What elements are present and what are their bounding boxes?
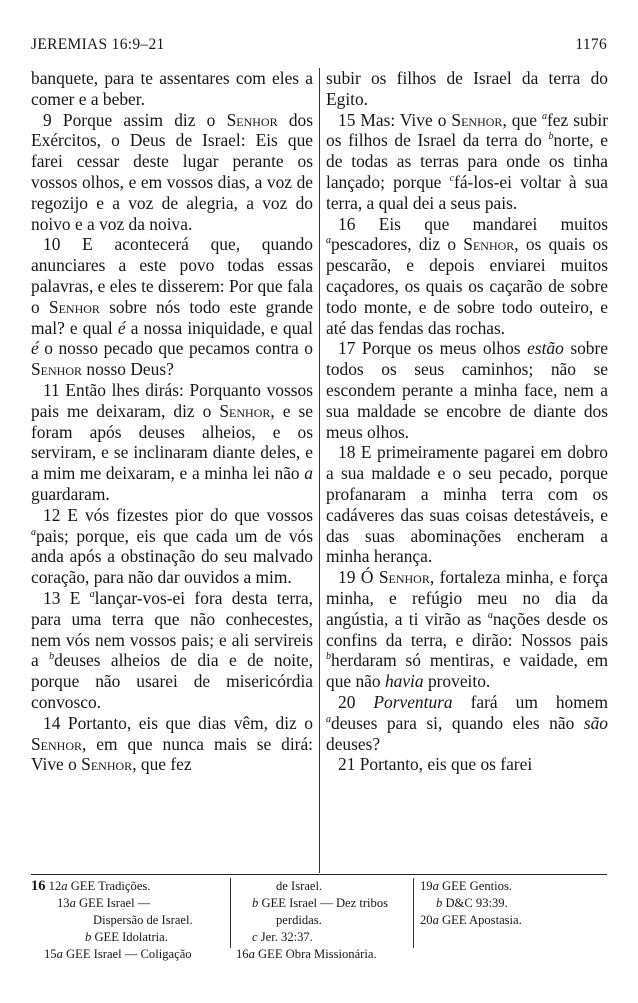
- verse-18: 18 E primeiramente pagarei em dobro a sua maldade e o seu pecado, porque profanaram a minha terra com os cadáveres das suas coisas detestáveis, e das suas abominações encheram a minha herança.: [326, 442, 608, 567]
- footnote-entry: Dispersão de Israel.: [93, 913, 193, 927]
- verse-16: 16 Eis que mandarei muitos $^a$pescadores, diz o Senhor, os quais os pescarão, e depois enviarei muitos caçadores, os quais os caçarão de sobre todo monte, e de sobre todo outeiro, e até das fendas das rochas.: [326, 213, 608, 338]
- footnote-divider: [413, 878, 414, 948]
- verse-21: 21 Portanto, eis que os farei: [338, 754, 533, 775]
- footnote-marker: a: [326, 235, 331, 247]
- footnote-marker: a: [89, 589, 95, 601]
- footnote-marker: a: [326, 713, 331, 725]
- footnote-marker: a: [31, 526, 36, 538]
- footnote-entry: perdidas.: [276, 913, 322, 927]
- footnote-divider: [230, 878, 231, 948]
- footnote-entry: 19a GEE Gentios.: [420, 879, 513, 893]
- footnote-entry: 16 12a GEE Tradições.: [31, 878, 151, 894]
- footnote-entry: b D&C 93:39.: [436, 896, 508, 910]
- continued-text: subir os filhos de Israel da terra do Egito.: [326, 68, 608, 109]
- verse-15: 15 Mas: Vive o Senhor, que $^a$fez subir os filhos de Israel da terra do $^b$norte, e de todas as terras para onde os tinha lançado; porque $^c$fá-los-ei voltar à sua terra, a qual dei a seus pais.: [326, 109, 608, 213]
- verse-9: 9 Porque assim diz o Senhor dos Exércitos, o Deus de Israel: Eis que farei cessar deste lugar perante os vossos olhos, e em vossos dias, a voz de regozijo e a voz de alegria, a voz do noivo e a voz da noiva.: [31, 109, 313, 234]
- verse-10: 10 E acontecerá que, quando anunciares a este povo todas essas palavras, e eles te disserem: Por que fala o Senhor sobre nós todo este grande mal? e qual é a nossa iniquidade, e qual é o nosso pecado que pecamos contra o Senhor nosso Deus?: [31, 234, 314, 380]
- chapter-reference: JEREMIAS 16:9–21: [31, 36, 165, 53]
- footnote-entry: b GEE Israel — Dez tribos: [252, 896, 389, 910]
- continued-text: banquete, para te assentares com eles a comer e a beber.: [31, 68, 313, 109]
- verse-17: 17 Porque os meus olhos estão sobre todos os seus caminhos; não se escondem perante a minha face, nem a sua maldade se encobre de diante dos meus olhos.: [326, 338, 608, 442]
- verse-12: 12 E vós fizestes pior do que vossos $^a$pais; porque, eis que cada um de vós anda após a obstinação do seu malvado coração, para não dar ouvidos a mim.: [31, 504, 313, 588]
- footnote-rule: [31, 874, 607, 875]
- footnote-marker: c: [449, 173, 455, 185]
- verse-13: 13 E $^a$lançar-vos-ei fora desta terra, para uma terra que não conhecestes, nem vós nem vossos pais; e ali servireis a $^b$deuses alheios de dia e de noite, porque não usarei de misericórdia convosco.: [31, 587, 313, 712]
- column-divider: [319, 68, 320, 873]
- right-text-column: [326, 68, 608, 775]
- page-number: 1176: [575, 36, 607, 53]
- footnote-marker: b: [548, 131, 554, 143]
- verse-14: 14 Portanto, eis que dias vêm, diz o Senhor, em que nunca mais se dirá: Vive o Senhor, que fez: [31, 712, 313, 775]
- running-header: [31, 36, 607, 60]
- footnote-column-2: [236, 878, 406, 963]
- footnote-entry: c Jer. 32:37.: [252, 930, 313, 944]
- footnote-entry: 15a GEE Israel — Coligação: [44, 947, 192, 961]
- footnote-marker: a: [541, 110, 547, 122]
- footnote-marker: b: [326, 651, 331, 663]
- footnote-column-3: [420, 878, 610, 929]
- footnote-marker: b: [49, 651, 55, 663]
- footnote-entry: 16a GEE Obra Missionária.: [236, 947, 377, 961]
- footnote-entry: 20a GEE Apostasia.: [420, 913, 522, 927]
- left-text-column: [31, 68, 313, 775]
- footnote-entry: de Israel.: [276, 879, 323, 893]
- footnote-entry: b GEE Idolatria.: [85, 930, 168, 944]
- verse-20: 20 Porventura fará um homem $^a$deuses para si, quando eles não são deuses?: [326, 691, 608, 754]
- verse-11: 11 Então lhes dirás: Porquanto vossos pais me deixaram, diz o Senhor, e se foram após deuses alheios, e os serviram, e se inclinaram diante deles, e a mim me deixaram, e a minha lei não a guardaram.: [31, 379, 313, 504]
- footnote-marker: a: [487, 609, 493, 621]
- footnote-column-1: [31, 878, 227, 963]
- footnote-entry: 13a GEE Israel —: [57, 896, 151, 910]
- verse-19: 19 Ó Senhor, fortaleza minha, e força minha, e refúgio meu no dia da angústia, a ti virão as $^a$nações desde os confins da terra, e dirão: Nossos pais $^b$herdaram só mentiras, e vaidade, em que não havia proveito.: [326, 567, 608, 692]
